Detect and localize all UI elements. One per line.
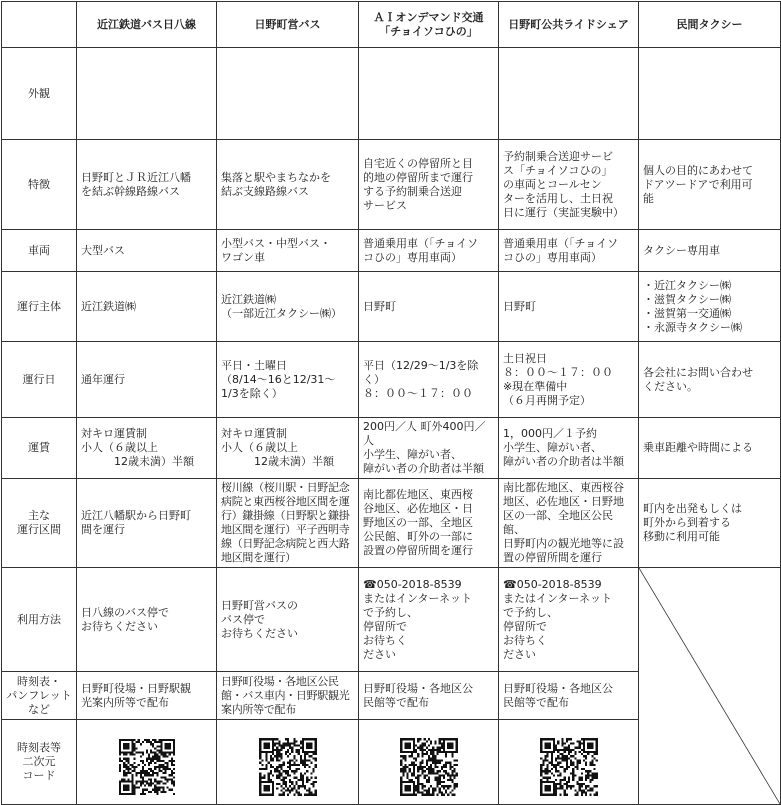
qr-code-ai-ondemand[interactable] bbox=[398, 736, 460, 798]
appearance-rideshare bbox=[499, 48, 639, 140]
route-ai-ondemand: 南比都佐地区、東西桜 谷地区、必佐地区・日 野地区の一部、全地区 公民館、町外の一部に 設置の停留所間を運行 bbox=[359, 479, 499, 568]
header-town-bus: 日野町営バス bbox=[217, 2, 359, 48]
qr-cell-town-bus bbox=[217, 720, 359, 805]
pamphlet-rideshare: 日野町役場・各地区公 民館等で配布 bbox=[499, 672, 639, 720]
table-row bbox=[2, 140, 781, 230]
fare-ohmi-bus: 対キロ運賃制 小人（６歳以上 12歳未満）半額 bbox=[77, 418, 217, 479]
fare-rideshare: 1，000円／１予約 小学生、障がい者、 障がい者の介助者は半額 bbox=[499, 418, 639, 479]
days-town-bus: 平日・土曜日 （8/14～16と12/31～ 1/3を除く） bbox=[217, 342, 359, 418]
qr-cell-ohmi-bus bbox=[77, 720, 217, 805]
row-label-qr-code: 時刻表等 二次元 コード bbox=[2, 720, 77, 805]
days-taxi: 各会社にお問い合わせ ください。 bbox=[639, 342, 781, 418]
qr-code-rideshare[interactable] bbox=[538, 736, 600, 798]
vehicle-ohmi-bus: 大型バス bbox=[77, 230, 217, 272]
appearance-taxi bbox=[639, 48, 781, 140]
row-label-appearance: 外観 bbox=[2, 48, 77, 140]
usage-ai-ondemand: ☎050-2018-8539 またはインターネット で予約し、 停留所で お待ちく ださい bbox=[359, 568, 499, 672]
row-label-main-route: 主な 運行区間 bbox=[2, 479, 77, 568]
usage-rideshare: ☎050-2018-8539 またはインターネット で予約し、 停留所で お待ちく ださい bbox=[499, 568, 639, 672]
diagonal-line bbox=[639, 568, 780, 804]
vehicle-rideshare: 普通乗用車（「チョイソ コひの」専用車両） bbox=[499, 230, 639, 272]
header-taxi: 民間タクシー bbox=[639, 2, 781, 48]
row-label-vehicle: 車両 bbox=[2, 230, 77, 272]
header-row bbox=[2, 2, 781, 48]
features-taxi: 個人の目的にあわせて ドアツードアで利用可 能 bbox=[639, 140, 781, 230]
features-rideshare: 予約制乗合送迎サービ ス「チョイソコひの」 の車両とコールセン ターを活用し、土日祝 日に運行（実証実験中） bbox=[499, 140, 639, 230]
qr-cell-ai-ondemand bbox=[359, 720, 499, 805]
fare-taxi: 乗車距離や時間による bbox=[639, 418, 781, 479]
vehicle-ai-ondemand: 普通乗用車（「チョイソ コひの」専用車両） bbox=[359, 230, 499, 272]
table-row bbox=[2, 418, 781, 479]
row-label-service-days: 運行日 bbox=[2, 342, 77, 418]
row-label-timetable-pamphlet: 時刻表・ パンフレットなど bbox=[2, 672, 77, 720]
header-ohmi-bus: 近江鉄道バス日八線 bbox=[77, 2, 217, 48]
header-ai-ondemand: ＡＩオンデマンド交通 「チョイソコひの」 bbox=[359, 2, 499, 48]
route-rideshare: 南比都佐地区、東西桜谷 地区、必佐地区・日野地 区の一部、全地区公民館、 日野町内の観光地等に設 置の停留所間を運行 bbox=[499, 479, 639, 568]
pamphlet-town-bus: 日野町役場・各地区公民館・バス車内・日野駅観光案内所等で配布 bbox=[217, 672, 359, 720]
row-label-features: 特徴 bbox=[2, 140, 77, 230]
table-row bbox=[2, 479, 781, 568]
usage-ohmi-bus: 日八線のバス停で お待ちください bbox=[77, 568, 217, 672]
fare-ai-ondemand: 200円／人 町外400円／人 小学生、障がい者、 障がい者の介助者は半額 bbox=[359, 418, 499, 479]
days-ohmi-bus: 通年運行 bbox=[77, 342, 217, 418]
route-taxi: 町内を出発もしくは 町外から到着する 移動に利用可能 bbox=[639, 479, 781, 568]
table-row bbox=[2, 272, 781, 342]
table-row bbox=[2, 230, 781, 272]
appearance-town-bus bbox=[217, 48, 359, 140]
table-row bbox=[2, 342, 781, 418]
qr-cell-rideshare bbox=[499, 720, 639, 805]
table-row bbox=[2, 568, 781, 672]
operator-rideshare: 日野町 bbox=[499, 272, 639, 342]
operator-ai-ondemand: 日野町 bbox=[359, 272, 499, 342]
table-row bbox=[2, 48, 781, 140]
row-label-how-to-use: 利用方法 bbox=[2, 568, 77, 672]
route-town-bus: 桜川線（桜川駅・日野記念病院と東西桜谷地区間を運行）鎌掛線（日野駅と鎌掛地区間を運行）平子西明寺線（日野記念病院と西大路地区間を運行） bbox=[217, 479, 359, 568]
days-ai-ondemand: 平日（12/29～1/3を除く） ８：００～１７：００ bbox=[359, 342, 499, 418]
appearance-ohmi-bus bbox=[77, 48, 217, 140]
corner-cell bbox=[2, 2, 77, 48]
features-ohmi-bus: 日野町とＪＲ近江八幡 を結ぶ幹線路線バス bbox=[77, 140, 217, 230]
operator-ohmi-bus: 近江鉄道㈱ bbox=[77, 272, 217, 342]
fare-town-bus: 対キロ運賃制 小人（６歳以上 12歳未満）半額 bbox=[217, 418, 359, 479]
pamphlet-ai-ondemand: 日野町役場・各地区公 民館等で配布 bbox=[359, 672, 499, 720]
qr-code-town-bus[interactable] bbox=[257, 736, 319, 798]
header-rideshare: 日野町公共ライドシェア bbox=[499, 2, 639, 48]
usage-town-bus: 日野町営バスの バス停で お待ちください bbox=[217, 568, 359, 672]
taxi-not-applicable-cell bbox=[639, 568, 781, 805]
features-ai-ondemand: 自宅近くの停留所と目 的地の停留所まで運行 する予約制乗合送迎 サービス bbox=[359, 140, 499, 230]
operator-town-bus: 近江鉄道㈱ （一部近江タクシー㈱） bbox=[217, 272, 359, 342]
vehicle-town-bus: 小型バス・中型バス・ ワゴン車 bbox=[217, 230, 359, 272]
days-rideshare: 土日祝日 ８：００～１７：００ ※現在準備中 （６月再開予定） bbox=[499, 342, 639, 418]
row-label-operator: 運行主体 bbox=[2, 272, 77, 342]
operator-taxi: ・近江タクシー㈱ ・滋賀タクシー㈱ ・滋賀第一交通㈱ ・永源寺タクシー㈱ bbox=[639, 272, 781, 342]
route-ohmi-bus: 近江八幡駅から日野町 間を運行 bbox=[77, 479, 217, 568]
features-town-bus: 集落と駅やまちなかを 結ぶ支線路線バス bbox=[217, 140, 359, 230]
appearance-ai-ondemand bbox=[359, 48, 499, 140]
qr-code-ohmi-bus[interactable] bbox=[117, 737, 177, 797]
pamphlet-ohmi-bus: 日野町役場・日野駅観 光案内所等で配布 bbox=[77, 672, 217, 720]
vehicle-taxi: タクシー専用車 bbox=[639, 230, 781, 272]
transport-comparison-table bbox=[1, 1, 781, 805]
row-label-fare: 運賃 bbox=[2, 418, 77, 479]
